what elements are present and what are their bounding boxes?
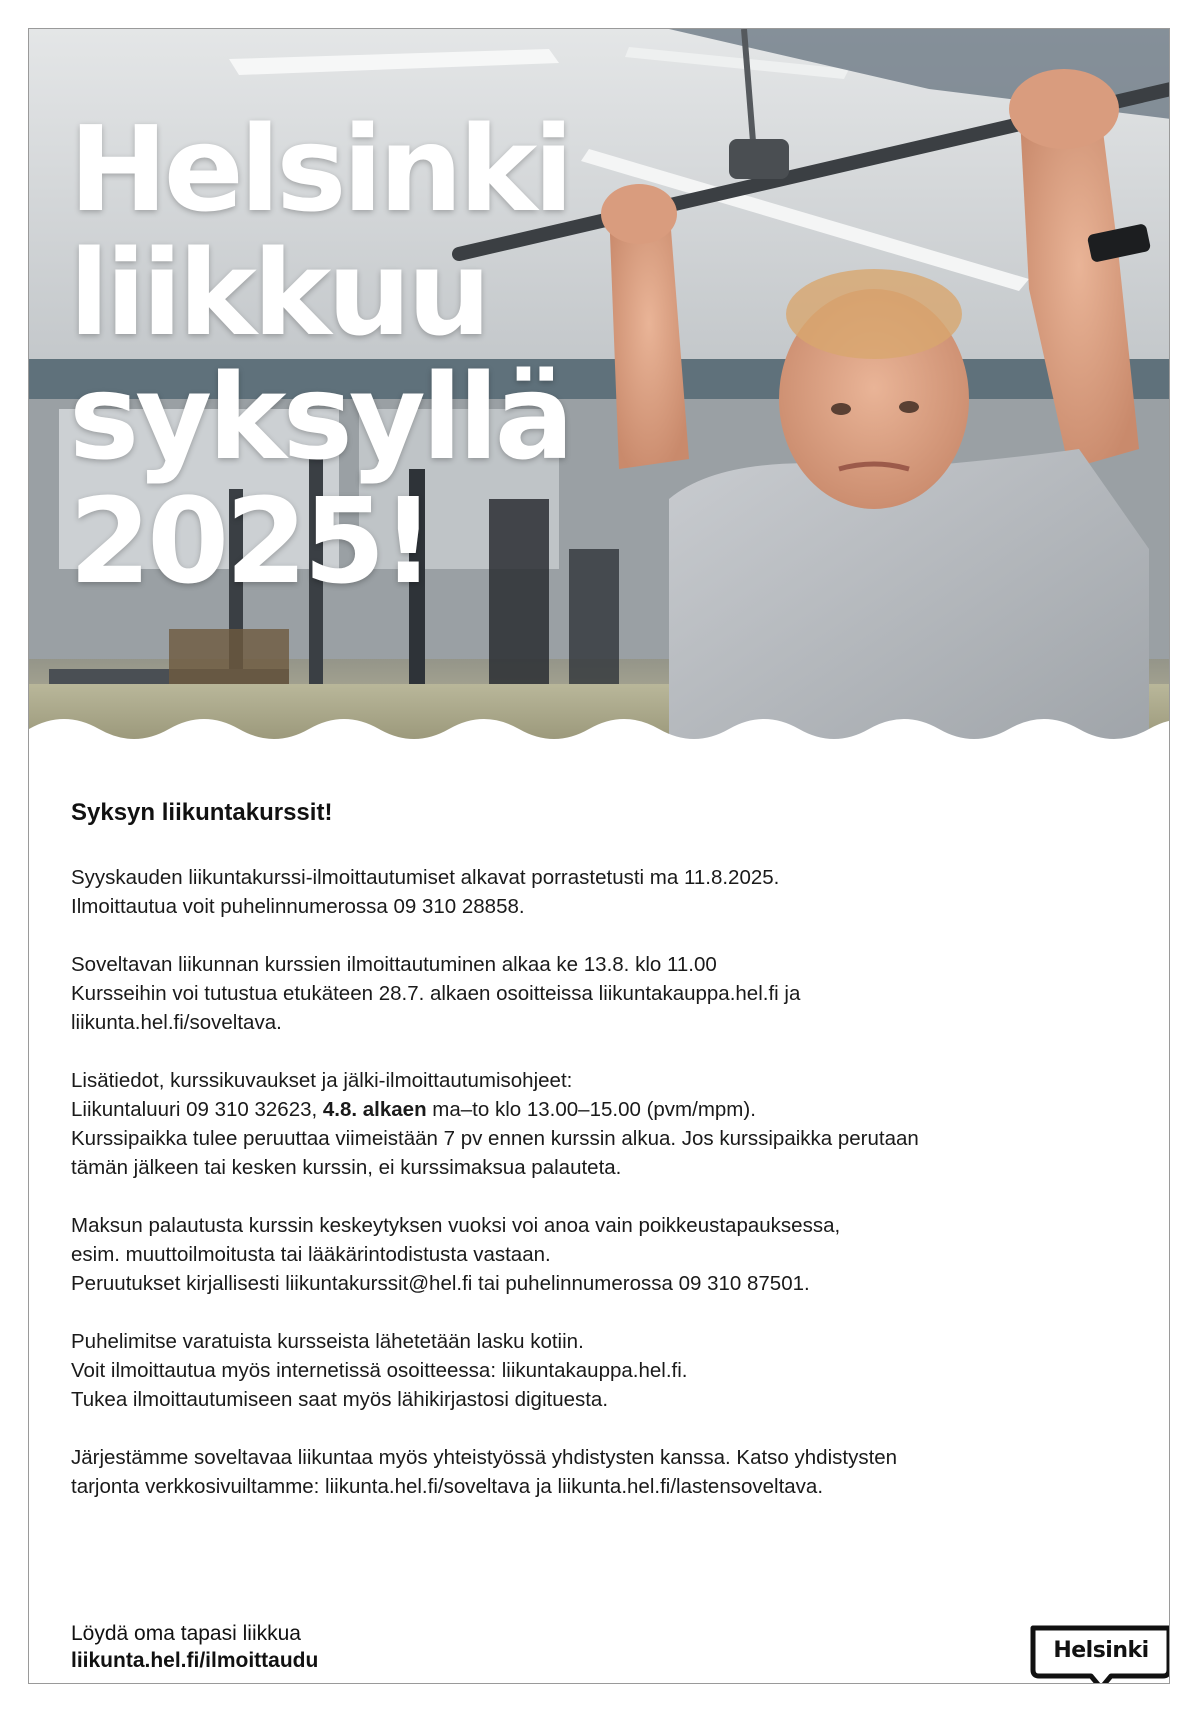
text-line: liikunta.hel.fi/soveltava.: [71, 1011, 282, 1034]
hero-title-line-1: Helsinki: [69, 100, 570, 238]
helsinki-crest-logo: [1029, 1622, 1170, 1684]
hero-photo: [29, 29, 1170, 764]
poster: [28, 28, 1170, 1684]
text-line: Syyskauden liikuntakurssi-ilmoittautumiset alkavat porrastetusti ma 11.8.2025.: [71, 866, 780, 889]
text-line: Lisätiedot, kurssikuvaukset ja jälki-ilmoittautumisohjeet:: [71, 1069, 573, 1092]
footer-cta: [71, 1620, 318, 1674]
text-line: Kurssipaikka tulee peruuttaa viimeistään 7 pv ennen kurssin alkua. Jos kurssipaikka perutaan: [71, 1127, 919, 1150]
hero-title: [69, 100, 571, 610]
text-line: Maksun palautusta kurssin keskeytyksen vuoksi voi anoa vain poikkeustapauksessa,: [71, 1214, 841, 1237]
text-line: Puhelimitse varatuista kursseista lähetetään lasku kotiin.: [71, 1330, 584, 1353]
text-line: Voit ilmoittautua myös internetissä osoitteessa: liikuntakauppa.hel.fi.: [71, 1359, 688, 1382]
hero-title-line-2: liikkuu: [69, 224, 488, 362]
paragraph-adapted-courses: [71, 950, 1131, 1037]
footer-tagline: Löydä oma tapasi liikkua: [71, 1622, 301, 1645]
section-heading: Syksyn liikuntakurssit!: [71, 799, 333, 826]
paragraph-additional-info: [71, 1066, 1131, 1182]
text-line: Tukea ilmoittautumiseen saat myös lähikirjastosi digituesta.: [71, 1388, 609, 1411]
text-line: Ilmoittautua voit puhelinnumerossa 09 310 28858.: [71, 895, 525, 918]
logo-text: Helsinki: [1053, 1638, 1149, 1663]
footer-link[interactable]: liikunta.hel.fi/ilmoittaudu: [71, 1649, 319, 1672]
bold-date: 4.8. alkaen: [322, 1098, 427, 1121]
text-line: esim. muuttoilmoitusta tai lääkärintodistusta vastaan.: [71, 1243, 551, 1266]
course-info: [71, 799, 1131, 1530]
hero-title-line-3: syksyllä: [69, 348, 571, 486]
paragraph-associations: [71, 1443, 1131, 1501]
text-line: tämän jälkeen tai kesken kurssin, ei kurssimaksua palauteta.: [71, 1156, 622, 1179]
text-line: Järjestämme soveltavaa liikuntaa myös yhteistyössä yhdistysten kanssa. Katso yhdistysten: [71, 1446, 898, 1469]
text-fragment: Liikuntaluuri 09 310 32623,: [71, 1098, 323, 1121]
text-fragment: ma–to klo 13.00–15.00 (pvm/mpm).: [426, 1098, 756, 1121]
hero-title-line-4: 2025!: [69, 472, 432, 610]
text-line: tarjonta verkkosivuiltamme: liikunta.hel.fi/soveltava ja liikunta.hel.fi/lastensoveltava.: [71, 1475, 824, 1498]
text-line: [71, 1095, 1131, 1124]
text-line: Soveltavan liikunnan kurssien ilmoittautuminen alkaa ke 13.8. klo 11.00: [71, 953, 717, 976]
text-line: Kursseihin voi tutustua etukäteen 28.7. alkaen osoitteissa liikuntakauppa.hel.fi ja: [71, 982, 801, 1005]
paragraph-registration: [71, 863, 1131, 921]
paragraph-refunds: [71, 1211, 1131, 1298]
paragraph-invoice: [71, 1327, 1131, 1414]
text-line: Peruutukset kirjallisesti liikuntakurssit@hel.fi tai puhelinnumerossa 09 310 87501.: [71, 1272, 810, 1295]
